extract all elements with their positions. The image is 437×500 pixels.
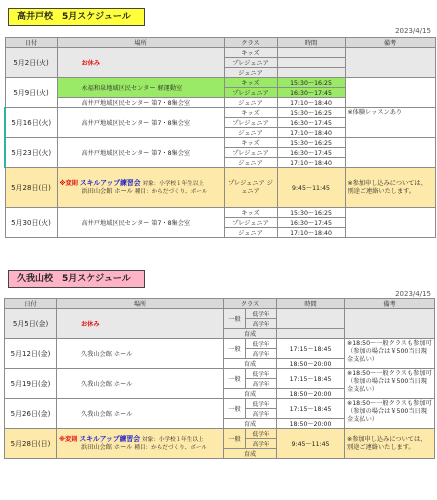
header-date: 日付: [5, 299, 57, 309]
row-time: 16:30〜17:45: [277, 148, 345, 158]
closed-label: お休み: [81, 321, 100, 328]
row-time: 15:30〜16:25: [277, 138, 345, 148]
section-title-takaido: 高井戸校 5月スケジュール: [8, 8, 145, 26]
event-items: 種目：からだづくり、ボール: [134, 189, 208, 195]
row-class: プレジュニア: [224, 218, 277, 228]
row-place: 久我山会館 ホール: [57, 369, 224, 399]
table-row: [5, 429, 435, 439]
event-venue: 浜田山会館 ホール: [81, 188, 133, 195]
table-row: [5, 78, 435, 88]
row-time: 16:30〜17:45: [277, 88, 345, 98]
table-row: [5, 399, 435, 409]
row-date: 5月23日(火): [5, 138, 57, 168]
row-date: 5月28日(日): [5, 429, 57, 459]
update-date: 2023/4/15: [395, 27, 431, 35]
class-high: 高学年: [246, 439, 277, 449]
row-time: 9:45〜11:45: [277, 429, 345, 459]
row-time: 17:10〜18:40: [277, 158, 345, 168]
row-time: 18:50〜20:00: [277, 359, 345, 369]
row-place: [57, 429, 224, 459]
row-time: 17:10〜18:40: [277, 228, 345, 238]
row-class: キッズ: [224, 208, 277, 218]
special-label: ※変則: [59, 180, 78, 187]
row-note: [345, 309, 435, 339]
row-class: プレジュニア: [224, 118, 277, 128]
row-class: ジュニア: [224, 228, 277, 238]
header-place: 場所: [57, 38, 224, 48]
row-class: キッズ: [224, 108, 277, 118]
class-low: 低学年: [246, 369, 277, 379]
class-low: 低学年: [246, 429, 277, 439]
table-row: [5, 369, 435, 379]
class-training: 育成: [224, 419, 277, 429]
class-general: 一般: [224, 339, 246, 359]
row-date: 5月16日(火): [5, 108, 57, 138]
event-venue: 浜田山会館 ホール: [81, 444, 133, 451]
row-place: 高井戸地域区民センター 第7・8集会室: [57, 208, 224, 238]
table-row: [5, 138, 435, 148]
class-high: 高学年: [246, 319, 277, 329]
row-place: 高井戸地域区民センター 第7・8集会室: [57, 138, 224, 168]
event-name: スキルアップ練習会: [79, 435, 140, 443]
event-name: スキルアップ練習会: [79, 179, 141, 187]
class-low: 低学年: [246, 339, 277, 349]
class-training: 育成: [224, 359, 277, 369]
row-time: [277, 329, 345, 339]
row-time: [277, 48, 345, 58]
row-time: [277, 68, 345, 78]
class-general: 一般: [224, 369, 246, 389]
table-row: [5, 208, 435, 218]
class-low: 低学年: [246, 309, 277, 319]
header-note: 備考: [345, 299, 435, 309]
row-place: 高井戸地域区民センター 第7・8集会室: [57, 98, 224, 108]
row-class: キッズ: [224, 138, 277, 148]
table-header: [5, 299, 435, 309]
special-label: ※変則: [59, 436, 78, 443]
row-place: [57, 168, 224, 208]
row-note: ※参加申し込みについては、別途ご連絡いたします。: [345, 429, 435, 459]
section-title-kugayama: 久我山校 5月スケジュール: [8, 270, 145, 288]
row-time: 17:15〜18:45: [277, 339, 345, 359]
row-class: キッズ: [224, 48, 277, 58]
event-target: 対象：小学校１年生以上: [142, 181, 205, 187]
row-date: 5月30日(火): [5, 208, 57, 238]
class-general: 一般: [224, 309, 246, 329]
row-note: ※体験レッスンあり: [345, 108, 435, 138]
row-time: 16:30〜17:45: [277, 218, 345, 228]
header-note: 備考: [345, 38, 435, 48]
table-row: [5, 168, 435, 208]
row-class: ジュニア: [224, 128, 277, 138]
row-time: 17:10〜18:40: [277, 98, 345, 108]
row-date: 5月28日(日): [5, 168, 57, 208]
row-time: 15:30〜16:25: [277, 78, 345, 88]
row-date: 5月2日(火): [5, 48, 57, 78]
row-class: プレジュニア: [224, 88, 277, 98]
class-low: 低学年: [246, 399, 277, 409]
schedule-table-kugayama: [4, 298, 435, 459]
row-place: [57, 309, 224, 339]
header-class: クラス: [224, 38, 277, 48]
row-note: [345, 48, 435, 78]
row-time: [277, 58, 345, 68]
table-header: [5, 38, 435, 48]
update-date: 2023/4/15: [395, 290, 431, 298]
row-note: [345, 208, 435, 238]
event-target: 対象：小学校１年生以上: [141, 437, 204, 443]
table-row: [5, 48, 435, 58]
row-time: 17:15〜18:45: [277, 399, 345, 419]
row-place: 永福和泉地域区民センター 軽運動室: [57, 78, 224, 98]
row-class: キッズ: [224, 78, 277, 88]
header-time: 時間: [277, 299, 345, 309]
table-row: [5, 108, 435, 118]
closed-label: お休み: [81, 60, 101, 67]
row-time: 15:30〜16:25: [277, 108, 345, 118]
row-place: 久我山会館 ホール: [57, 399, 224, 429]
row-time: [277, 309, 345, 329]
row-class: プレジュニア ジュニア: [224, 168, 277, 208]
schedule-table-takaido: [4, 37, 436, 238]
row-date: 5月9日(火): [5, 78, 57, 108]
row-class: ジュニア: [224, 158, 277, 168]
row-class: プレジュニア: [224, 58, 277, 68]
row-class: プレジュニア: [224, 148, 277, 158]
row-date: 5月26日(金): [5, 399, 57, 429]
header-time: 時間: [277, 38, 345, 48]
row-note: ※18:50〜一般クラスも参加可（参加の場合は￥500当日現金支払い）: [345, 339, 435, 369]
row-class: ジュニア: [224, 68, 277, 78]
event-items: 種目：からだづくり、ボール: [134, 445, 207, 451]
class-training: 育成: [224, 329, 277, 339]
class-training: 育成: [224, 449, 277, 459]
row-time: 17:10〜18:40: [277, 128, 345, 138]
class-general: 一般: [224, 399, 246, 419]
row-note: [345, 138, 435, 168]
class-high: 高学年: [246, 409, 277, 419]
table-row: [5, 339, 435, 349]
class-general: 一般: [224, 429, 246, 449]
row-note: [345, 78, 435, 108]
class-training: 育成: [224, 389, 277, 399]
class-high: 高学年: [246, 379, 277, 389]
row-date: 5月5日(金): [5, 309, 57, 339]
table-row: [5, 309, 435, 319]
header-class: クラス: [224, 299, 277, 309]
row-time: 18:50〜20:00: [277, 389, 345, 399]
header-date: 日付: [5, 38, 57, 48]
row-note: ※18:50〜一般クラスも参加可（参加の場合は￥500当日現金支払い）: [345, 369, 435, 399]
class-high: 高学年: [246, 349, 277, 359]
row-time: 16:30〜17:45: [277, 118, 345, 128]
row-time: 18:50〜20:00: [277, 419, 345, 429]
row-place: 高井戸地域区民センター 第7・8集会室: [57, 108, 224, 138]
row-date: 5月19日(金): [5, 369, 57, 399]
row-time: 15:30〜16:25: [277, 208, 345, 218]
row-date: 5月12日(金): [5, 339, 57, 369]
row-place: 久我山会館 ホール: [57, 339, 224, 369]
row-time: 17:15〜18:45: [277, 369, 345, 389]
row-note: ※18:50〜一般クラスも参加可（参加の場合は￥500当日現金支払い）: [345, 399, 435, 429]
row-time: 9:45〜11:45: [277, 168, 345, 208]
row-note: ※参加申し込みについては、別途ご連絡いたします。: [345, 168, 435, 208]
header-place: 場所: [57, 299, 224, 309]
row-place: [57, 48, 224, 78]
row-class: ジュニア: [224, 98, 277, 108]
